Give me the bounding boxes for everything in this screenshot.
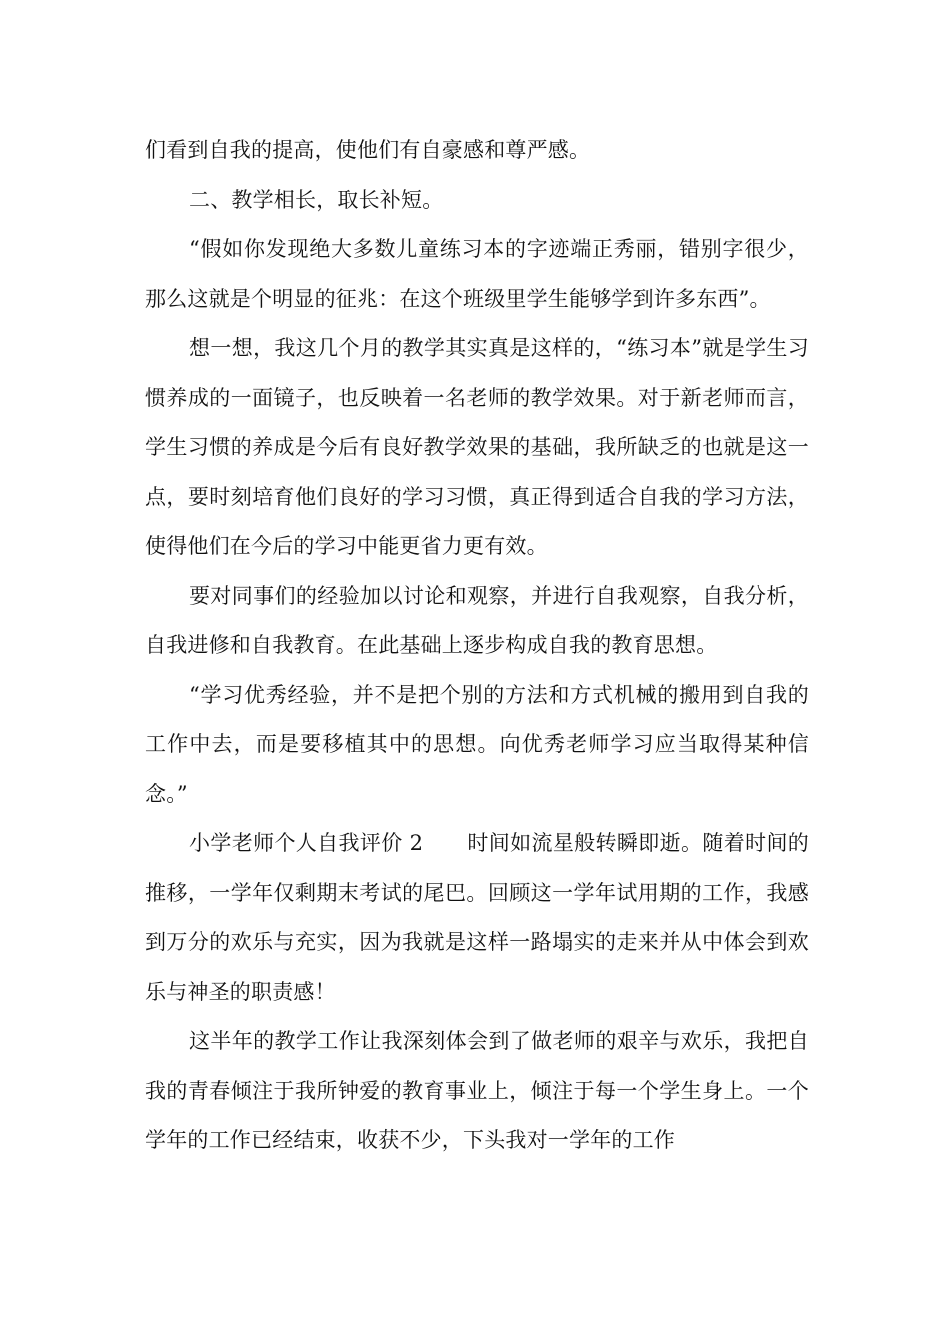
paragraph-4: 想一想，我这几个月的教学其实真是这样的，“练习本”就是学生习惯养成的一面镜子，也反映着一名老师的教学效果。对于新老师而言，学生习惯的养成是今后有良好教学效果的基础，我所缺乏的也就是这一点，要时刻培育他们良好的学习习惯，真正得到适合自我的学习方法，使得他们在今后的学习中能更省力更有效。 bbox=[145, 336, 809, 558]
document-body bbox=[145, 126, 809, 1166]
paragraph-3-quote: “假如你发现绝大多数儿童练习本的字迹端正秀丽，错别字很少，那么这就是个明显的征兆：在这个班级里学生能够学到许多东西”。 bbox=[145, 237, 809, 311]
paragraph-6-quote: “学习优秀经验，并不是把个别的方法和方式机械的搬用到自我的工作中去，而是要移植其中的思想。向优秀老师学习应当取得某种信念。” bbox=[145, 682, 809, 806]
paragraph-last: 这半年的教学工作让我深刻体会到了做老师的艰辛与欢乐，我把自我的青春倾注于我所钟爱的教育事业上，倾注于每一个学生身上。一个学年的工作已经结束，收获不少，下头我对一学年的工作 bbox=[145, 1029, 809, 1152]
paragraph-5: 要对同事们的经验加以讨论和观察，并进行自我观察，自我分析，自我进修和自我教育。在此基础上逐步构成自我的教育思想。 bbox=[145, 583, 809, 657]
paragraph-1: 们看到自我的提高，使他们有自豪感和尊严感。 bbox=[145, 138, 591, 162]
section-title: 小学老师个人自我评价 2 bbox=[189, 831, 424, 855]
section-first-text: 时间如流星般转瞬即逝。随着时间的推移，一学年仅剩期末考试的尾巴。回顾这一学年试用期的工作，我感到万分的欢乐与充实，因为我就是这样一路塌实的走来并从中体会到欢乐与神圣的职责感！ bbox=[145, 831, 810, 1004]
paragraph-2-heading: 二、教学相长，取长补短。 bbox=[189, 187, 444, 212]
section-paragraph bbox=[145, 819, 809, 1017]
